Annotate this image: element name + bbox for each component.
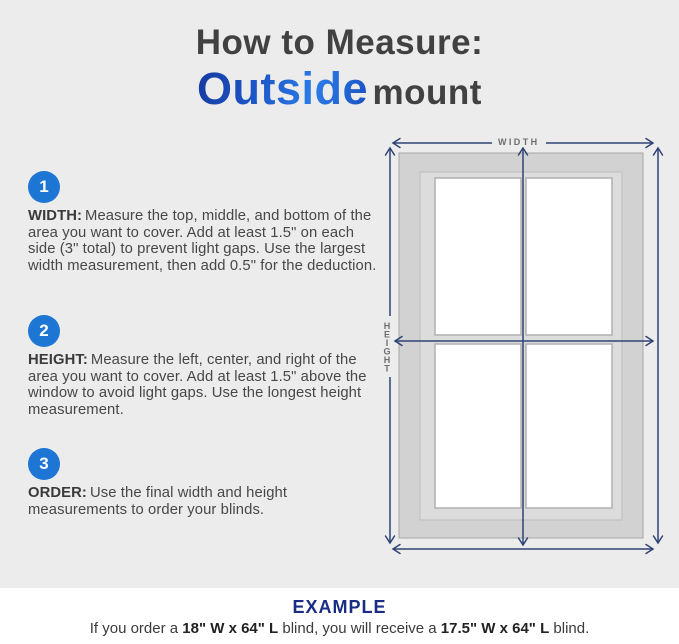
step-label: HEIGHT: — [28, 352, 88, 368]
example-prefix: If you order a — [89, 620, 183, 637]
step-body: Use the final width and height measurements to order your blinds. — [28, 485, 288, 518]
step-body: Measure the left, center, and right of the area you want to cover. Add at least 1.5" above the window to avoid light gaps. Use the longest height measurement. — [28, 352, 367, 419]
step-text — [28, 352, 384, 419]
outside-highlight: Outside — [197, 62, 369, 114]
title-line1: How to Measure: — [195, 23, 484, 62]
step-body: Measure the top, middle, and bottom of the area you want to cover. Add at least 1.5" on each side (3" total) to prevent light gaps. Use the largest width measurement, then add 0.5" for the deduction. — [28, 208, 377, 275]
title-line2 — [0, 62, 679, 114]
step-number-badge: 2 — [28, 315, 60, 347]
window-pane-lower-left — [435, 344, 521, 508]
step-number-badge: 3 — [28, 448, 60, 480]
step-label: WIDTH: — [28, 208, 83, 224]
step-item-width — [28, 171, 384, 275]
example-section — [0, 588, 679, 644]
window-pane-upper-right — [526, 178, 612, 335]
example-heading: EXAMPLE — [292, 597, 387, 617]
example-received-size: 17.5" W x 64" L — [440, 620, 550, 637]
step-text — [28, 485, 384, 518]
step-item-height — [28, 315, 384, 419]
example-middle: blind, you will receive a — [278, 620, 441, 637]
example-sentence — [0, 620, 679, 637]
example-suffix: blind. — [549, 620, 590, 637]
step-item-order — [28, 448, 384, 518]
title-heading — [0, 24, 679, 112]
width-dimension-label: WIDTH — [492, 137, 546, 147]
step-label: ORDER: — [28, 485, 87, 501]
example-ordered-size: 18" W x 64" L — [182, 620, 279, 637]
window-diagram — [380, 125, 672, 575]
step-number-badge: 1 — [28, 171, 60, 203]
height-dimension-label: HEIGHT — [382, 316, 392, 377]
window-pane-upper-left — [435, 178, 521, 335]
mount-suffix: mount — [372, 72, 482, 112]
window-pane-lower-right — [526, 344, 612, 508]
step-text — [28, 208, 384, 275]
